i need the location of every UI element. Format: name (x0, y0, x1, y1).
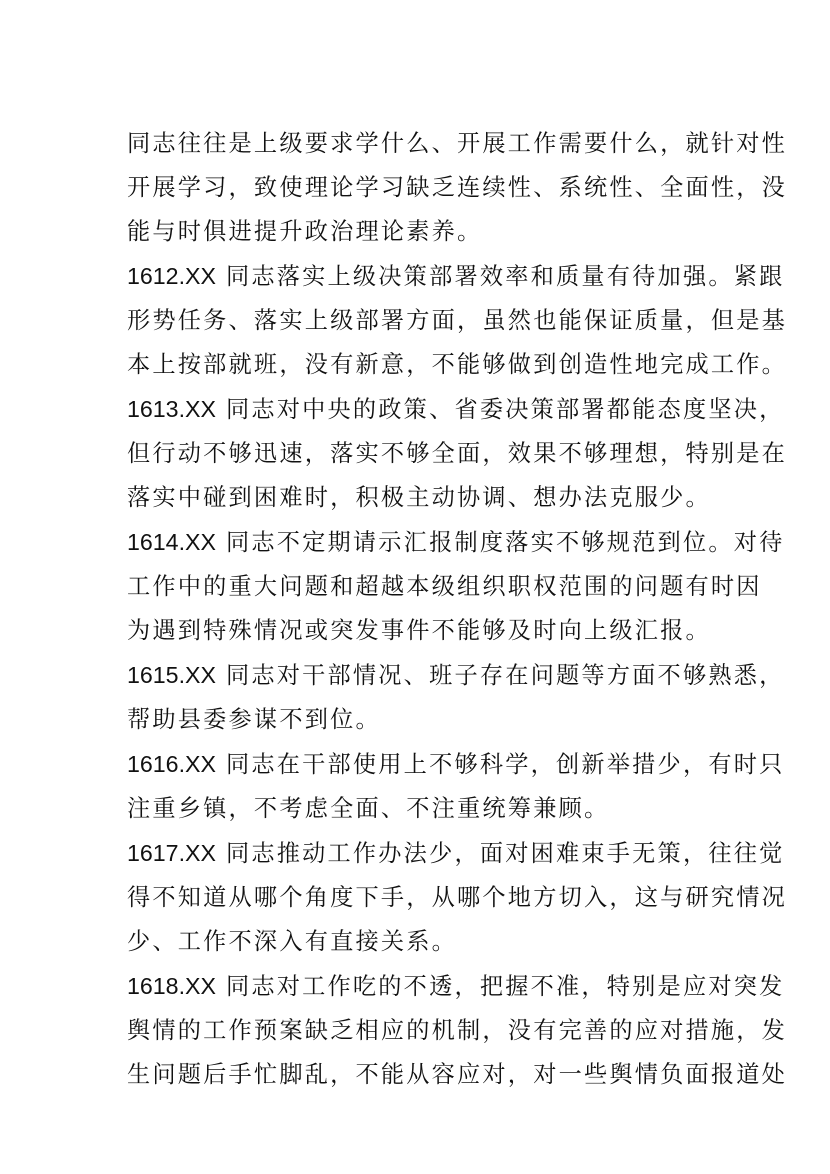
text-line-content: 同志对工作吃的不透，把握不准，特别是应对突发 (225, 973, 785, 1000)
text-line: 能与时俱进提升政治理论素养。 (127, 218, 483, 245)
text-line-content: 同志在干部使用上不够科学，创新举措少，有时只 (225, 751, 785, 778)
text-line: 帮助县委参谋不到位。 (127, 706, 381, 733)
item-number: 1614.XX (127, 529, 216, 555)
paragraph-1616 (127, 742, 785, 831)
text-line: 但行动不够迅速，落实不够全面，效果不够理想，特别是在 (127, 440, 788, 467)
paragraph-continuation (127, 122, 788, 254)
document-body (127, 122, 788, 1097)
text-line (127, 387, 785, 432)
text-line: 生问题后手忙脚乱，不能从容应对，对一些舆情负面报道处 (127, 1061, 788, 1088)
text-line: 工作中的重大问题和超越本级组织职权范围的问题有时因 (127, 573, 762, 600)
text-line: 本上按部就班，没有新意，不能够做到创造性地完成工作。 (127, 351, 788, 378)
paragraph-1613 (127, 387, 788, 520)
item-number: 1616.XX (127, 751, 216, 777)
text-line-content: 同志不定期请示汇报制度落实不够规范到位。对待 (225, 529, 785, 556)
text-line: 开展学习，致使理论学习缺乏连续性、系统性、全面性，没 (127, 174, 788, 201)
text-line: 同志往往是上级要求学什么、开展工作需要什么，就针对性 (127, 130, 788, 157)
item-number: 1615.XX (127, 662, 216, 688)
text-line: 注重乡镇，不考虑全面、不注重统筹兼顾。 (127, 795, 610, 822)
item-number: 1617.XX (127, 840, 216, 866)
text-line-content: 同志对中央的政策、省委决策部署都能态度坚决， (225, 396, 785, 423)
text-line: 得不知道从哪个角度下手，从哪个地方切入，这与研究情况 (127, 884, 788, 911)
text-line-content: 同志推动工作办法少，面对困难束手无策，往往觉 (225, 840, 785, 867)
text-line (127, 254, 785, 299)
text-line-content: 同志落实上级决策部署效率和质量有待加强。紧跟 (225, 263, 785, 290)
text-line-content: 同志对干部情况、班子存在问题等方面不够熟悉， (225, 662, 785, 689)
paragraph-1614 (127, 520, 785, 653)
text-line: 为遇到特殊情况或突发事件不能够及时向上级汇报。 (127, 617, 711, 644)
item-number: 1618.XX (127, 973, 216, 999)
item-number: 1613.XX (127, 396, 216, 422)
item-number: 1612.XX (127, 263, 216, 289)
paragraph-1618 (127, 964, 788, 1097)
text-line (127, 520, 785, 565)
text-line: 形势任务、落实上级部署方面，虽然也能保证质量，但是基 (127, 307, 788, 334)
text-line (127, 964, 785, 1009)
text-line: 少、工作不深入有直接关系。 (127, 928, 458, 955)
paragraph-1615 (127, 653, 785, 742)
text-line: 落实中碰到困难时，积极主动协调、想办法克服少。 (127, 484, 711, 511)
text-line (127, 742, 785, 787)
paragraph-1612 (127, 254, 788, 387)
text-line (127, 653, 785, 698)
text-line: 舆情的工作预案缺乏相应的机制，没有完善的应对措施，发 (127, 1017, 788, 1044)
text-line (127, 831, 785, 876)
paragraph-1617 (127, 831, 788, 964)
